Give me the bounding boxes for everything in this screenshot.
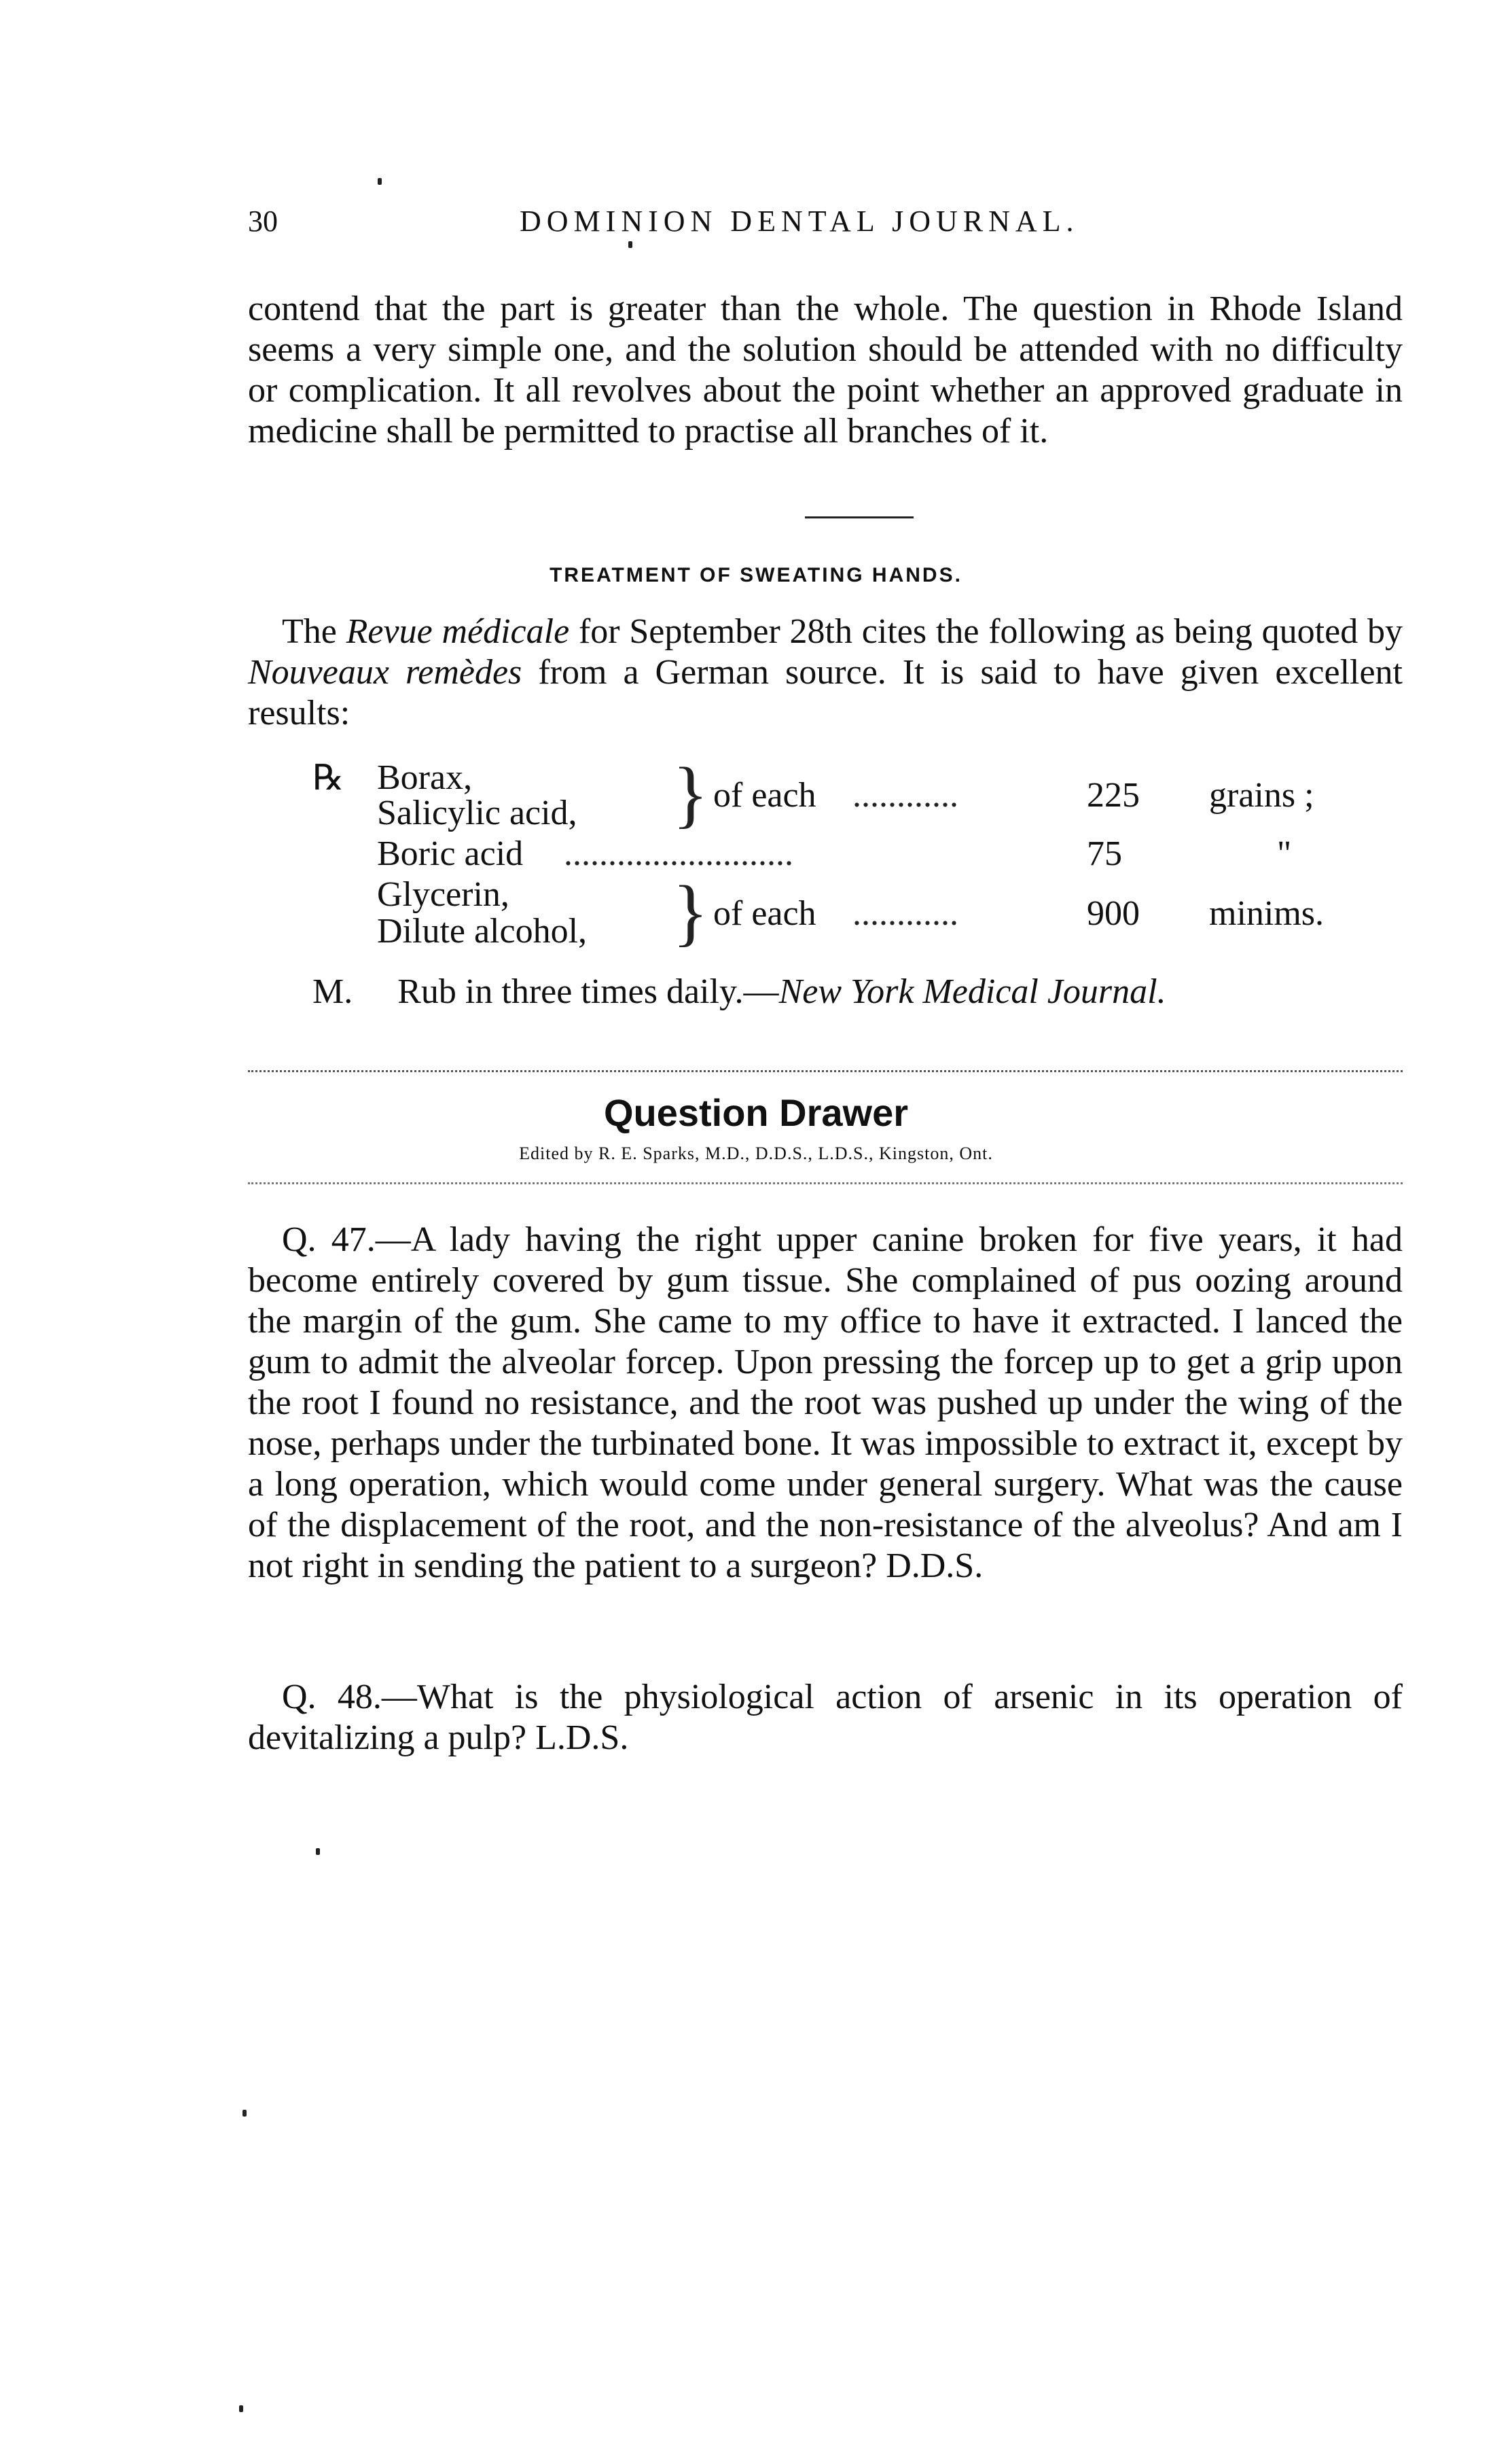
- quantity-unit: minims.: [1209, 894, 1325, 933]
- page-number: 30: [248, 205, 278, 238]
- rx-quantity-row: [312, 893, 1399, 934]
- ingredient: Glycerin,: [377, 875, 509, 914]
- ingredient: Dilute alcohol,: [377, 912, 588, 951]
- mix-instruction-line: [312, 972, 1166, 1012]
- question-drawer-editor: Edited by R. E. Sparks, M.D., D.D.S., L.D.S., Kingston, Ont.: [519, 1144, 993, 1163]
- question-47: Q. 47.—A lady having the right upper canine broken for five years, it had become entirely covered by gum tissue. She complained of pus oozing around the margin of the gum. She came to my office to have it extracted. I lanced the gum to admit the alveolar forcep. Upon pressing the forcep up to get a grip upon the root I found no resistance, and the root was pushed up under the wing of the nose, perhaps under the turbinated bone. It was impossible to extract it, except by a long operation, which would come under general surgery. What was the cause of the displacement of the root, and the non-resistance of the alveolus? And am I not right in sending the patient to a surgeon? D.D.S.: [248, 1220, 1403, 1585]
- rx-row: [312, 834, 1399, 874]
- quantity-label: of each: [713, 894, 816, 933]
- mix-label: M.: [312, 972, 353, 1011]
- quantity-unit: grains ;: [1209, 776, 1314, 815]
- dotted-divider-bottom: [248, 1182, 1403, 1184]
- page-header: [248, 204, 1403, 245]
- print-speck: [378, 178, 382, 185]
- section-divider: [805, 516, 914, 518]
- quantity-unit: ": [1277, 834, 1292, 873]
- question-drawer-title: Question Drawer: [603, 1091, 909, 1134]
- brace-icon: }: [672, 870, 708, 953]
- section-heading: TREATMENT OF SWEATING HANDS.: [550, 564, 962, 586]
- print-speck: [316, 1848, 320, 1855]
- rx-symbol: ℞: [312, 759, 344, 798]
- question-48: Q. 48.—What is the physiological action of arsenic in its operation of devitalizing a pulp? L.D.S.: [248, 1678, 1403, 1757]
- quantity-amount: 225: [1087, 776, 1140, 815]
- rx-quantity-row: [312, 775, 1399, 816]
- brace-icon: }: [672, 752, 708, 835]
- leader-dots: ..........................: [564, 834, 793, 873]
- ingredient: Boric acid: [377, 834, 524, 873]
- source-name: Nouveaux remèdes: [248, 653, 522, 692]
- quantity-label: of each: [713, 776, 816, 815]
- quantity-amount: 900: [1087, 894, 1140, 933]
- leader-dots: ............: [852, 776, 958, 815]
- dotted-divider-top: [248, 1070, 1403, 1072]
- intro-paragraph: contend that the part is greater than the whole. The question in Rhode Island seems a very simple one, and the solution should be attended with no difficulty or complication. It all revolves about the point whether an approved graduate in medicine shall be permitted to practise all branches of it.: [248, 289, 1403, 450]
- ingredient: Borax,: [377, 758, 473, 797]
- quantity-amount: 75: [1087, 834, 1122, 873]
- treatment-paragraph: The Revue médicale for September 28th cites the following as being quoted by Nouveaux remèdes from a German source. It is said to have given excellent results:: [248, 612, 1403, 732]
- mix-source: New York Medical Journal.: [778, 972, 1166, 1011]
- leader-dots: ............: [852, 894, 958, 933]
- mix-instruction: Rub in three times daily.—: [397, 972, 779, 1011]
- print-speck: [242, 2110, 247, 2117]
- ingredient: Salicylic acid,: [377, 794, 577, 832]
- running-title: DOMINION DENTAL JOURNAL.: [520, 205, 1079, 238]
- journal-name: Revue médicale: [346, 612, 570, 651]
- print-speck: [628, 241, 632, 248]
- print-speck: [239, 2405, 243, 2412]
